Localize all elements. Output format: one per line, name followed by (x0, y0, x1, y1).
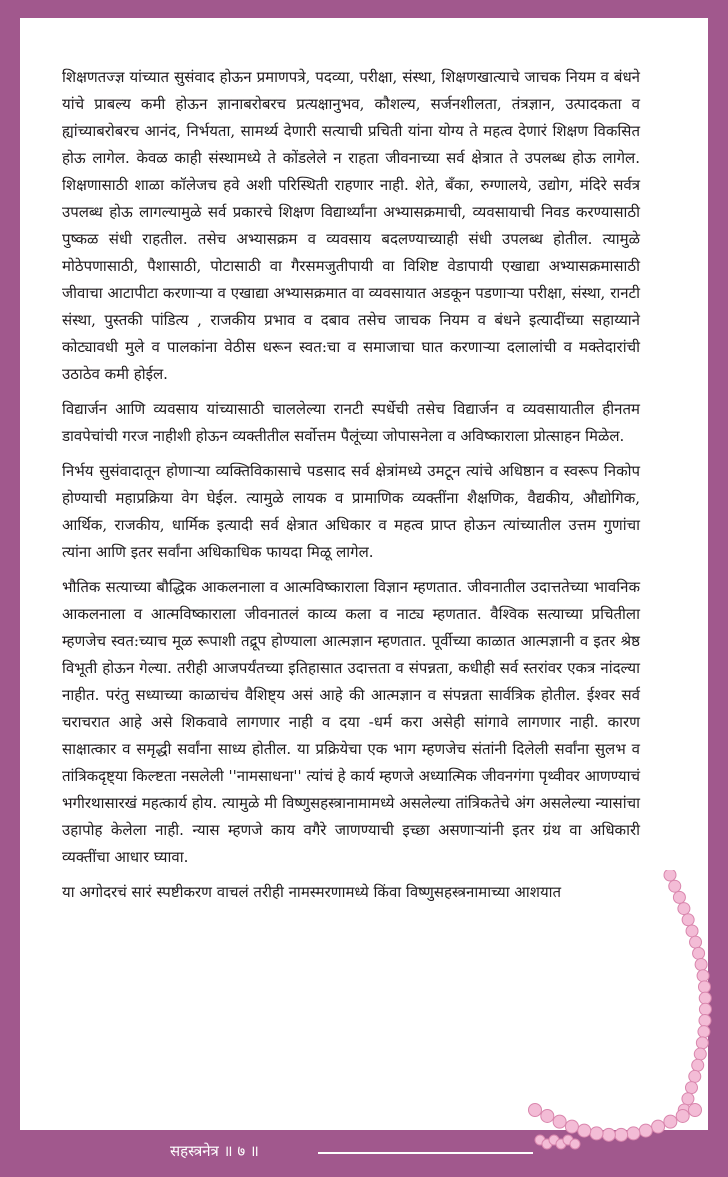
paragraph-3: निर्भय सुसंवादातून होणाऱ्या व्यक्तिविकासाचे पडसाद सर्व क्षेत्रांमध्ये उमटून त्यांचे अधिष्ठान व स्वरूप निकोप होण्याची महाप्रक्रिया वेग घेईल. त्यामुळे लायक व प्रामाणिक व्यक्तींना शैक्षणिक, वैद्यकीय, औद्योगिक, आर्थिक, राजकीय, धार्मिक इत्यादी सर्व क्षेत्रात अधिकार व महत्व प्राप्त होऊन त्यांच्यातील उत्तम गुणांचा त्यांना आणि इतर सर्वांना अधिकाधिक फायदा मिळू लागेल. (62, 462, 640, 561)
bead (689, 1104, 702, 1117)
bead (678, 903, 690, 915)
bead (682, 1093, 694, 1105)
bead (693, 947, 705, 959)
bead (694, 1048, 706, 1060)
bead (686, 925, 698, 937)
bead (669, 880, 681, 892)
bead (689, 1070, 701, 1082)
bead (673, 891, 685, 903)
paragraph-4: भौतिक सत्याच्या बौद्धिक आकलनाला व आत्मविष्काराला विज्ञान म्हणतात. जीवनातील उदात्ततेच्या भावनिक आकलनाला व आत्मविष्काराला जीवनातलं काव्य कला व नाट्य म्हणतात. वैश्विक सत्याच्या प्रचितीला म्हणजेच स्वत:च्याच मूळ रूपाशी तद्रूप होण्याला आत्मज्ञान म्हणतात. पूर्वीच्या काळात आत्मज्ञानी व इतर श्रेष्ठ विभूती होऊन गेल्या. तरीही आजपर्यंतच्या इतिहासात उदात्तता व संपन्नता, कधीही सर्व स्तरांवर एकत्र नांदल्या नाहीत. परंतु सध्याच्या काळाचंच वैशिष्ट्य असं आहे की आत्मज्ञान व संपन्नता सार्वत्रिक होतील. ईश्वर सर्व चराचरात आहे असे शिकवावे लागणार नाही व दया -धर्म करा असेही सांगावे लागणार नाही. कारण साक्षात्कार व समृद्धी सर्वांना साध्य होतील. या प्रक्रियेचा एक भाग म्हणजेच संतांनी दिलेली सर्वांना सुलभ व तांत्रिकदृष्ट्या किल्ष्टता नसलेली ''नामसाधना'' त्यांचं हे कार्य म्हणजे अध्यात्मिक जीवनगंगा पृथ्वीवर आणण्याचं भगीरथासारखं महत्कार्य होय. त्यामुळे मी विष्णुसहस्त्रानामामध्ये असलेल्या तांत्रिकतेचे अंग असलेल्या न्यासांचा उहापोह केलेला नाही. न्यास म्हणजे काय वगैरे जाणण्याची इच्छा असणाऱ्यांनी इतर ग्रंथ वा अधिकारी व्यक्तींचा आधार घ्यावा. (62, 578, 640, 866)
page-number-label: सहस्त्रनेत्र ॥ ७ ॥ (170, 1142, 259, 1160)
bead (692, 1059, 704, 1071)
bead (682, 914, 694, 926)
bead (664, 870, 676, 881)
bead (699, 1014, 711, 1026)
bead (698, 981, 710, 993)
bead-necklace-decoration (520, 870, 728, 1160)
body-text (62, 64, 640, 914)
bead (697, 970, 709, 982)
bead (695, 959, 707, 971)
page-footer (0, 1130, 728, 1177)
footer-rule (318, 1152, 533, 1154)
bead (698, 1026, 710, 1038)
bead (676, 1109, 689, 1122)
paragraph-1: शिक्षणतज्ज्ञ यांच्यात सुसंवाद होऊन प्रमाणपत्रे, पदव्या, परीक्षा, संस्था, शिक्षणखात्याचे जाचक नियम व बंधने यांचे प्राबल्य कमी होऊन ज्ञानाबरोबरच प्रत्यक्षानुभव, कौशल्य, सर्जनशीलता, तंत्रज्ञान, उत्पादकता व ह्यांच्याबरोबरच आनंद, निर्भयता, सामर्थ्य देणारी सत्याची प्रचिती यांना योग्य ते महत्व देणारं शिक्षण विकसित होऊ लागेल. केवळ काही संस्थामध्ये ते कोंडलेले न राहता जीवनाच्या सर्व क्षेत्रात ते उपलब्ध होऊ लागेल. शिक्षणासाठी शाळा कॉलेजच हवे अशी परिस्थिती राहणार नाही. शेते, बँका, रुग्णालये, उद्योग, मंदिरे सर्वत्र उपलब्ध होऊ लागल्यामुळे सर्व प्रकारचे शिक्षण विद्यार्थ्यांना अभ्यासक्रमाची, व्यवसायाची निवड करण्यासाठी पुष्कळ संधी राहतील. तसेच अभ्यासक्रम व व्यवसाय बदलण्याच्याही संधी उपलब्ध होतील. त्यामुळे मोठेपणासाठी, पैशासाठी, पोटासाठी वा गैरसमजुतीपायी वा विशिष्ट वेडापायी एखाद्या अभ्यासक्रमासाठी जीवाचा आटापीटा करणाऱ्या व एखाद्या अभ्यासक्रमात वा व्यवसायात अडकून पडणाऱ्या परीक्षा, संस्था, रानटी संस्था, पुस्तकी पांडित्य , राजकीय प्रभाव व दबाव तसेच जाचक नियम व बंधने इत्यादींच्या सहाय्याने कोट्यावधी मुले व पालकांना वेठीस धरून स्वत:चा व समाजाचा घात करणाऱ्या दलालांची व मक्तेदारांची उठाठेव कमी होईल. (62, 68, 640, 383)
bead (664, 1115, 677, 1128)
bead (699, 1003, 711, 1015)
paragraph-5: या अगोदरचं सारं स्पष्टीकरण वाचलं तरीही नामस्मरणामध्ये किंवा विष्णुसहस्त्रनामाच्या आशयात (62, 883, 562, 901)
bead (685, 1082, 697, 1094)
paragraph-2: विद्यार्जन आणि व्यवसाय यांच्यासाठी चाललेल्या रानटी स्पर्धेची तसेच विद्यार्जन व व्यवसायातील हीनतम डावपेचांची गरज नाहीशी होऊन व्यक्तीतील सर्वोत्तम पैलूंच्या जोपासनेला व अविष्काराला प्रोत्साहन मिळेल. (62, 400, 640, 445)
bead (699, 992, 711, 1004)
bead (690, 936, 702, 948)
bead (696, 1037, 708, 1049)
bead (529, 1104, 542, 1117)
bead (541, 1109, 554, 1122)
bead (553, 1115, 566, 1128)
